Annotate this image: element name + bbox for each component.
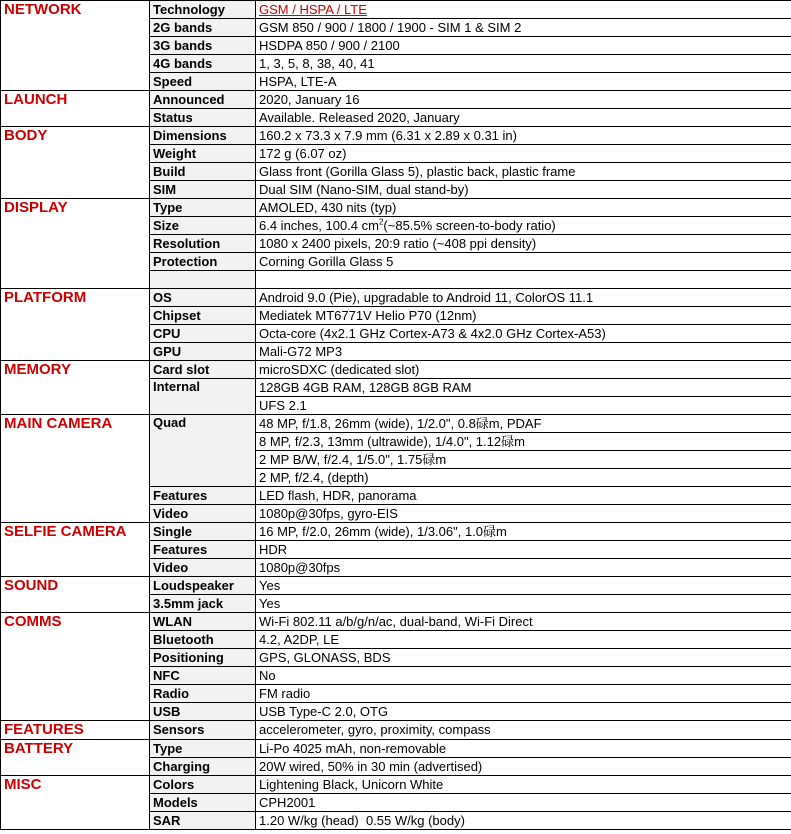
spec-value: LED flash, HDR, panorama bbox=[256, 487, 791, 505]
spec-label: 2G bands bbox=[150, 19, 256, 37]
spec-label: Weight bbox=[150, 145, 256, 163]
spec-value: 20W wired, 50% in 30 min (advertised) bbox=[256, 758, 791, 776]
spec-value: HSDPA 850 / 900 / 2100 bbox=[256, 37, 791, 55]
table-row bbox=[1, 721, 791, 740]
table-row bbox=[1, 1, 791, 19]
spec-label: Bluetooth bbox=[150, 631, 256, 649]
spec-label: Colors bbox=[150, 776, 256, 794]
spec-label: Features bbox=[150, 541, 256, 559]
spec-value: Yes bbox=[256, 595, 791, 613]
spec-label: Single bbox=[150, 523, 256, 541]
table-row bbox=[1, 523, 791, 541]
category-battery: BATTERY bbox=[1, 740, 150, 776]
spec-value: 1, 3, 5, 8, 38, 40, 41 bbox=[256, 55, 791, 73]
spec-label: Type bbox=[150, 199, 256, 217]
spec-label: SAR bbox=[150, 812, 256, 830]
spec-value: accelerometer, gyro, proximity, compass bbox=[256, 721, 791, 740]
spec-value: 2 MP, f/2.4, (depth) bbox=[256, 469, 791, 487]
spec-value: Mali-G72 MP3 bbox=[256, 343, 791, 361]
spec-value bbox=[256, 1, 791, 19]
category-body: BODY bbox=[1, 127, 150, 199]
spec-label: Type bbox=[150, 740, 256, 758]
table-row bbox=[1, 776, 791, 794]
category-main-camera: MAIN CAMERA bbox=[1, 415, 150, 523]
spec-value: microSDXC (dedicated slot) bbox=[256, 361, 791, 379]
category-display: DISPLAY bbox=[1, 199, 150, 289]
superscript: 2 bbox=[378, 217, 384, 227]
table-row bbox=[1, 199, 791, 217]
spec-label: Dimensions bbox=[150, 127, 256, 145]
spec-label: Loudspeaker bbox=[150, 577, 256, 595]
spec-value: 172 g (6.07 oz) bbox=[256, 145, 791, 163]
spec-label: Radio bbox=[150, 685, 256, 703]
spec-value: Android 9.0 (Pie), upgradable to Android 11, ColorOS 11.1 bbox=[256, 289, 791, 307]
spec-value: 1080p@30fps, gyro-EIS bbox=[256, 505, 791, 523]
spec-value: Yes bbox=[256, 577, 791, 595]
spec-value: 1080 x 2400 pixels, 20:9 ratio (~408 ppi density) bbox=[256, 235, 791, 253]
spec-value: CPH2001 bbox=[256, 794, 791, 812]
spec-value: 48 MP, f/1.8, 26mm (wide), 1/2.0", 0.8碌m, PDAF bbox=[256, 415, 791, 433]
spec-value: Available. Released 2020, January bbox=[256, 109, 791, 127]
table-row bbox=[1, 127, 791, 145]
category-memory: MEMORY bbox=[1, 361, 150, 415]
spec-label: 3.5mm jack bbox=[150, 595, 256, 613]
spec-label: Announced bbox=[150, 91, 256, 109]
spec-label: Protection bbox=[150, 253, 256, 271]
spec-value: 160.2 x 73.3 x 7.9 mm (6.31 x 2.89 x 0.31 in) bbox=[256, 127, 791, 145]
spec-label: GPU bbox=[150, 343, 256, 361]
spec-value: Li-Po 4025 mAh, non-removable bbox=[256, 740, 791, 758]
spec-value: UFS 2.1 bbox=[256, 397, 791, 415]
category-launch: LAUNCH bbox=[1, 91, 150, 127]
spec-label-empty bbox=[150, 271, 256, 289]
spec-label: Models bbox=[150, 794, 256, 812]
spec-label: Internal bbox=[150, 379, 256, 415]
size-value-text: 6.4 inches, 100.4 cm bbox=[259, 217, 379, 233]
spec-label: Resolution bbox=[150, 235, 256, 253]
category-selfie-camera: SELFIE CAMERA bbox=[1, 523, 150, 577]
spec-label: Size bbox=[150, 217, 256, 235]
spec-label: Quad bbox=[150, 415, 256, 487]
spec-label: Technology bbox=[150, 1, 256, 19]
spec-label: USB bbox=[150, 703, 256, 721]
spec-label: Speed bbox=[150, 73, 256, 91]
category-network: NETWORK bbox=[1, 1, 150, 91]
category-sound: SOUND bbox=[1, 577, 150, 613]
table-row bbox=[1, 361, 791, 379]
spec-label: OS bbox=[150, 289, 256, 307]
spec-value: 1080p@30fps bbox=[256, 559, 791, 577]
spec-value: HSPA, LTE-A bbox=[256, 73, 791, 91]
category-platform: PLATFORM bbox=[1, 289, 150, 361]
spec-value: GSM 850 / 900 / 1800 / 1900 - SIM 1 & SIM 2 bbox=[256, 19, 791, 37]
table-row bbox=[1, 91, 791, 109]
spec-label: Charging bbox=[150, 758, 256, 776]
spec-value: 128GB 4GB RAM, 128GB 8GB RAM bbox=[256, 379, 791, 397]
spec-value: Mediatek MT6771V Helio P70 (12nm) bbox=[256, 307, 791, 325]
spec-value: AMOLED, 430 nits (typ) bbox=[256, 199, 791, 217]
spec-value: FM radio bbox=[256, 685, 791, 703]
table-row bbox=[1, 740, 791, 758]
spec-label: Features bbox=[150, 487, 256, 505]
spec-value: Dual SIM (Nano-SIM, dual stand-by) bbox=[256, 181, 791, 199]
spec-label: Sensors bbox=[150, 721, 256, 740]
spec-value: 8 MP, f/2.3, 13mm (ultrawide), 1/4.0", 1.12碌m bbox=[256, 433, 791, 451]
spec-label: WLAN bbox=[150, 613, 256, 631]
table-row bbox=[1, 613, 791, 631]
spec-label: 4G bands bbox=[150, 55, 256, 73]
spec-value: 2020, January 16 bbox=[256, 91, 791, 109]
spec-value: Wi-Fi 802.11 a/b/g/n/ac, dual-band, Wi-Fi Direct bbox=[256, 613, 791, 631]
spec-value: GPS, GLONASS, BDS bbox=[256, 649, 791, 667]
spec-label: Positioning bbox=[150, 649, 256, 667]
category-comms: COMMS bbox=[1, 613, 150, 721]
spec-value: Glass front (Gorilla Glass 5), plastic back, plastic frame bbox=[256, 163, 791, 181]
spec-value: 1.20 W/kg (head) 0.55 W/kg (body) bbox=[256, 812, 791, 830]
category-features: FEATURES bbox=[1, 721, 150, 740]
spec-label: Chipset bbox=[150, 307, 256, 325]
spec-label: CPU bbox=[150, 325, 256, 343]
spec-value: 16 MP, f/2.0, 26mm (wide), 1/3.06", 1.0碌m bbox=[256, 523, 791, 541]
spec-value bbox=[256, 217, 791, 235]
spec-value: 2 MP B/W, f/2.4, 1/5.0", 1.75碌m bbox=[256, 451, 791, 469]
spec-value-empty bbox=[256, 271, 791, 289]
size-value-ratio: (~85.5% screen-to-body ratio) bbox=[383, 217, 556, 233]
spec-value: Corning Gorilla Glass 5 bbox=[256, 253, 791, 271]
spec-label: 3G bands bbox=[150, 37, 256, 55]
spec-value: USB Type-C 2.0, OTG bbox=[256, 703, 791, 721]
spec-value: Octa-core (4x2.1 GHz Cortex-A73 & 4x2.0 GHz Cortex-A53) bbox=[256, 325, 791, 343]
spec-label: Card slot bbox=[150, 361, 256, 379]
spec-value: No bbox=[256, 667, 791, 685]
spec-label: Video bbox=[150, 559, 256, 577]
spec-value: 4.2, A2DP, LE bbox=[256, 631, 791, 649]
spec-label: SIM bbox=[150, 181, 256, 199]
spec-value: Lightening Black, Unicorn White bbox=[256, 776, 791, 794]
spec-label: Build bbox=[150, 163, 256, 181]
spec-label: NFC bbox=[150, 667, 256, 685]
category-misc: MISC bbox=[1, 776, 150, 830]
spec-value: HDR bbox=[256, 541, 791, 559]
table-row bbox=[1, 289, 791, 307]
spec-label: Video bbox=[150, 505, 256, 523]
technology-link[interactable]: GSM / HSPA / LTE bbox=[259, 1, 367, 17]
spec-label: Status bbox=[150, 109, 256, 127]
table-row bbox=[1, 415, 791, 433]
table-row bbox=[1, 577, 791, 595]
